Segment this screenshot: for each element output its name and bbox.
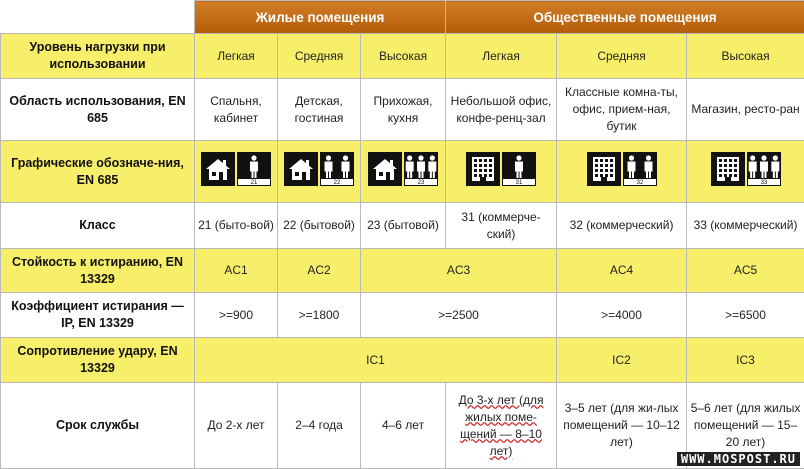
symbol-cell (361, 141, 446, 203)
area-cell: Прихожая, кухня (361, 79, 446, 141)
site-watermark: WWW.MOSPOST.RU (677, 452, 800, 466)
load-cell: Высокая (687, 34, 804, 79)
symbol-cell (557, 141, 687, 203)
people-icon (404, 152, 438, 186)
coef-label: Коэффициент истирания — IP, EN 13329 (1, 293, 195, 338)
people-icon (502, 152, 536, 186)
symbol-cell (687, 141, 804, 203)
area-row (1, 79, 804, 141)
life-cell (446, 383, 557, 469)
life-cell: 2–4 года (278, 383, 361, 469)
class-row (1, 203, 804, 249)
symbols-label: Графические обозначе-ния, EN 685 (1, 141, 195, 203)
house-icon (201, 152, 235, 186)
header-row (1, 1, 804, 34)
public-header: Общественные помещения (446, 1, 804, 34)
abrasion-cell: AC5 (687, 249, 804, 293)
life-label: Срок службы (1, 383, 195, 469)
residential-header: Жилые помещения (195, 1, 446, 34)
load-cell: Легкая (195, 34, 278, 79)
en685-symbol (587, 152, 657, 186)
class-cell: 33 (коммерческий) (687, 203, 804, 249)
load-label: Уровень нагрузки при использовании (1, 34, 195, 79)
header-corner (1, 1, 195, 34)
class-cell: 32 (коммерческий) (557, 203, 687, 249)
abrasion-label: Стойкость к истиранию, EN 13329 (1, 249, 195, 293)
house-icon (284, 152, 318, 186)
people-icon (237, 152, 271, 186)
svg-text:23: 23 (418, 180, 425, 186)
class-cell: 22 (бытовой) (278, 203, 361, 249)
area-cell: Детская, гостиная (278, 79, 361, 141)
load-row (1, 34, 804, 79)
life-cell: 5–6 лет (для жилых помещений — 15–20 лет) (687, 383, 804, 469)
coef-cell: >=6500 (687, 293, 804, 338)
coef-cell: >=900 (195, 293, 278, 338)
load-cell: Легкая (446, 34, 557, 79)
abrasion-cell: AC4 (557, 249, 687, 293)
abrasion-cell: AC1 (195, 249, 278, 293)
life-cell: 3–5 лет (для жи-лых помещений — 10–12 лет) (557, 383, 687, 469)
class-cell: 31 (коммерче-ский) (446, 203, 557, 249)
symbol-cell (278, 141, 361, 203)
load-cell: Средняя (557, 34, 687, 79)
symbol-cell (446, 141, 557, 203)
impact-cell: IC2 (557, 338, 687, 383)
coef-cell: >=1800 (278, 293, 361, 338)
impact-row (1, 338, 804, 383)
coef-cell: >=2500 (361, 293, 557, 338)
load-cell: Высокая (361, 34, 446, 79)
class-cell: 23 (бытовой) (361, 203, 446, 249)
coef-row (1, 293, 804, 338)
people-icon (747, 152, 781, 186)
en685-symbol (201, 152, 271, 186)
house-icon (368, 152, 402, 186)
area-cell: Классные комна-ты, офис, прием-ная, бутик (557, 79, 687, 141)
office-building-icon (587, 152, 621, 186)
area-cell: Магазин, ресто-ран (687, 79, 804, 141)
load-cell: Средняя (278, 34, 361, 79)
symbol-cell (195, 141, 278, 203)
en685-symbol (284, 152, 354, 186)
class-label: Класс (1, 203, 195, 249)
impact-label: Сопротивление удару, EN 13329 (1, 338, 195, 383)
svg-text:31: 31 (516, 180, 523, 186)
area-cell: Спальня, кабинет (195, 79, 278, 141)
office-building-icon (711, 152, 745, 186)
life-text: До 3-х лет (для жилых поме-щений — 8–10 лет) (459, 393, 544, 458)
life-cell: 4–6 лет (361, 383, 446, 469)
abrasion-row (1, 249, 804, 293)
office-building-icon (466, 152, 500, 186)
svg-text:33: 33 (760, 180, 767, 186)
impact-cell: IC3 (687, 338, 804, 383)
symbols-row (1, 141, 804, 203)
svg-text:22: 22 (334, 180, 341, 186)
people-icon (623, 152, 657, 186)
en685-symbol (711, 152, 781, 186)
en685-symbol (368, 152, 438, 186)
class-cell: 21 (быто-вой) (195, 203, 278, 249)
svg-text:32: 32 (636, 180, 643, 186)
en685-symbol (466, 152, 536, 186)
svg-text:21: 21 (251, 180, 258, 186)
people-icon (320, 152, 354, 186)
impact-cell: IC1 (195, 338, 557, 383)
area-cell: Небольшой офис, конфе-ренц-зал (446, 79, 557, 141)
abrasion-cell: AC2 (278, 249, 361, 293)
life-cell: До 2-х лет (195, 383, 278, 469)
abrasion-cell: AC3 (361, 249, 557, 293)
coef-cell: >=4000 (557, 293, 687, 338)
area-label: Область использования, EN 685 (1, 79, 195, 141)
